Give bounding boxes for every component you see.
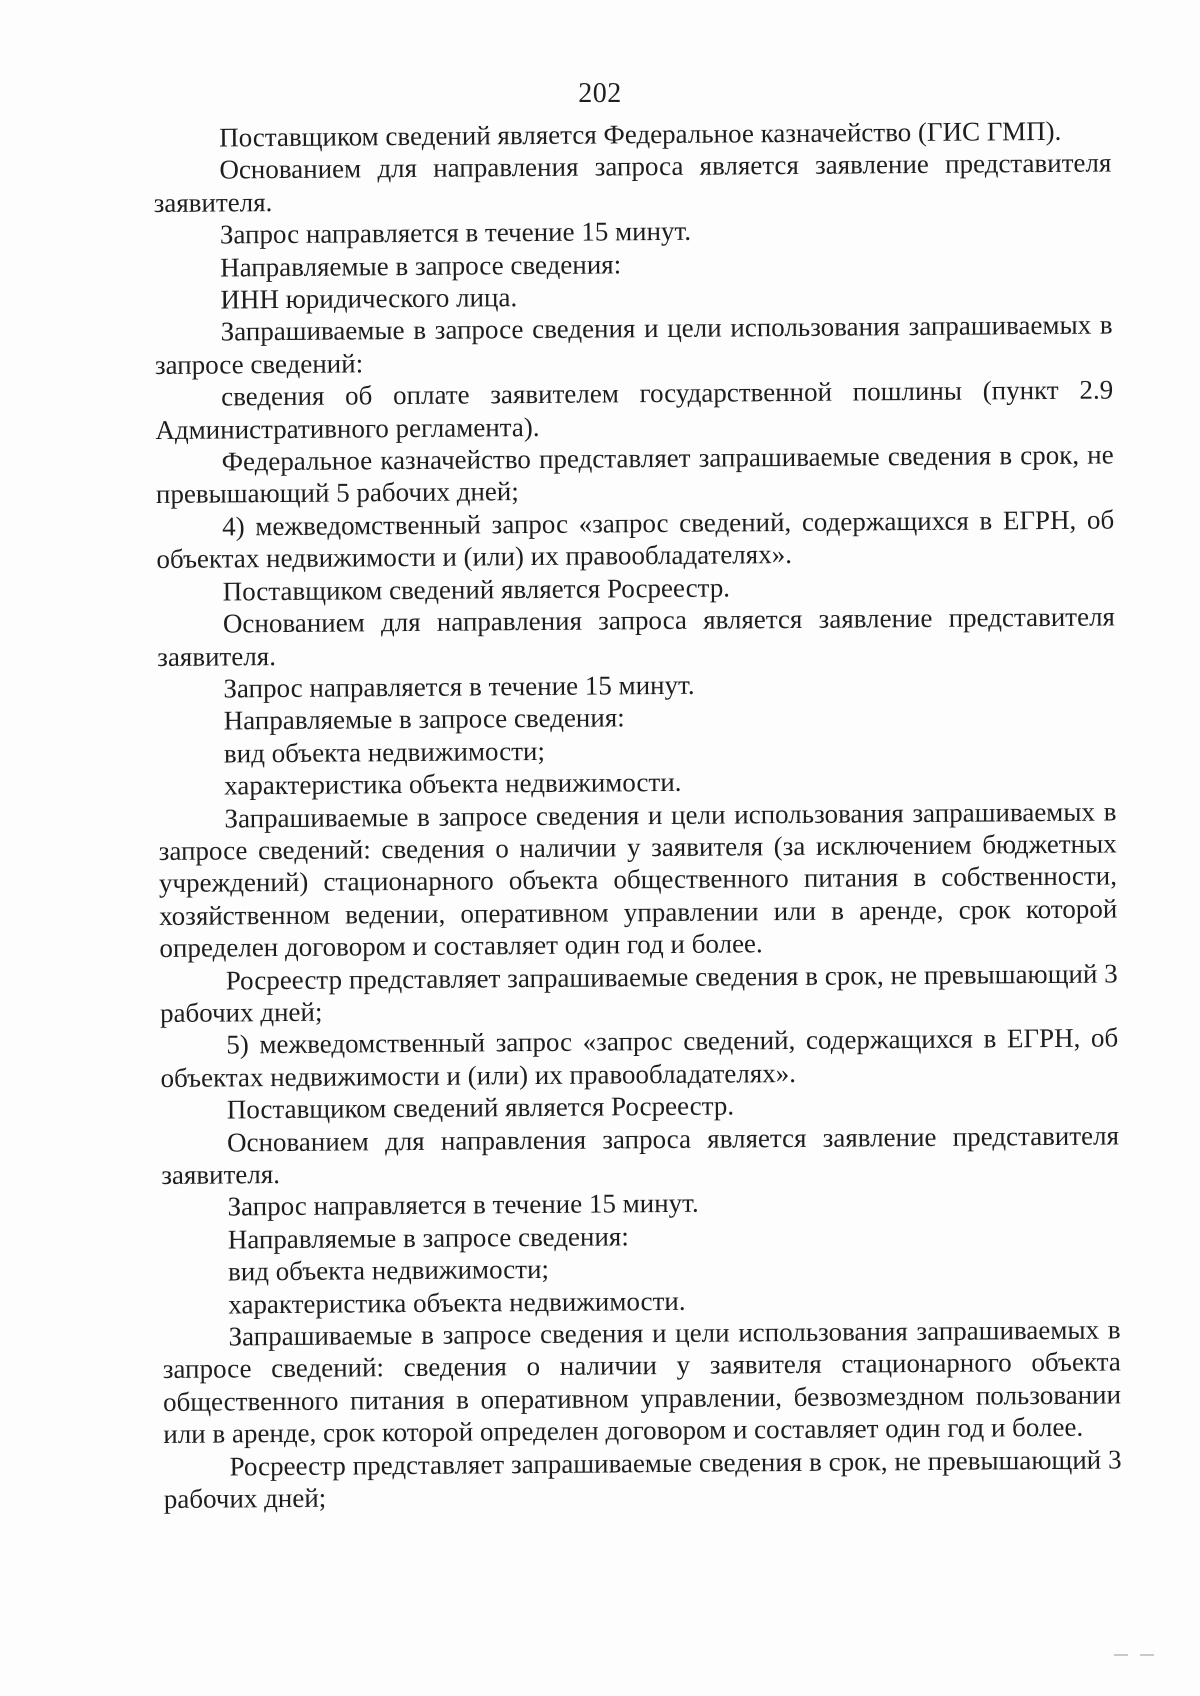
paragraph: Запрос направляется в течение 15 минут.	[227, 1188, 699, 1222]
paragraph: Росреестр представляет запрашиваемые сведения в срок, не превышающий 3 рабочих дней;	[163, 1444, 1122, 1515]
paragraph: Основанием для направления запроса является заявление представителя заявителя.	[157, 601, 1116, 672]
paragraph: Запрос направляется в течение 15 минут.	[219, 215, 692, 250]
scan-dash	[1114, 1654, 1128, 1656]
paragraph: характеристика объекта недвижимости.	[228, 1285, 686, 1320]
document-body	[153, 114, 1122, 1515]
paragraph: Запрашиваемые в запросе сведения и цели использования запрашиваемых в запросе сведений:	[154, 309, 1113, 380]
paragraph: Поставщиком сведений является Росреестр.	[226, 1090, 735, 1125]
paragraph: вид объекта недвижимости;	[227, 1254, 550, 1287]
paragraph: Росреестр представляет запрашиваемые сведения в срок, не превышающий 3 рабочих дней;	[159, 958, 1118, 1028]
paragraph: Запрашиваемые в запросе сведения и цели использования запрашиваемых в запросе сведений: сведения о наличии у заявителя стационарного объекта общественного питания в оперативном управлении, безвозмездном пользовании или в аренде, срок которой определен договором и составляет один год и более.	[162, 1314, 1122, 1450]
paragraph: Направляемые в запросе сведения:	[223, 702, 625, 736]
paragraph: Федеральное казначейство представляет запрашиваемые сведения в срок, не превышающий 5 рабочих дней;	[155, 439, 1114, 510]
paragraph: характеристика объекта недвижимости.	[224, 766, 682, 801]
paragraph: Направляемые в запросе сведения:	[220, 248, 622, 283]
scan-edge-mark	[1114, 1654, 1160, 1658]
paragraph: 5) межведомственный запрос «запрос сведений, содержащихся в ЕГРН, об объектах недвижимости и (или) их правообладателях».	[160, 1022, 1119, 1093]
paragraph: Поставщиком сведений является Росреестр.	[222, 572, 731, 607]
paragraph: ИНН юридического лица.	[220, 282, 518, 315]
paragraph: вид объекта недвижимости;	[223, 735, 546, 769]
scan-dash	[1140, 1654, 1154, 1656]
paragraph: Основанием для направления запроса является заявление представителя заявителя.	[153, 147, 1112, 218]
paragraph: Направляемые в запросе сведения:	[227, 1221, 629, 1255]
page-number: 202	[578, 78, 622, 109]
paragraph: Запрос направляется в течение 15 минут.	[223, 669, 695, 704]
paragraph: Поставщиком сведений является Федеральное казначейство (ГИС ГМП).	[219, 115, 1062, 153]
paragraph: 4) межведомственный запрос «запрос сведений, содержащихся в ЕГРН, об объектах недвижимости и (или) их правообладателях».	[156, 504, 1115, 575]
paragraph: Запрашиваемые в запросе сведения и цели использования запрашиваемых в запросе сведений: сведения о наличии у заявителя (за исключением бюджетных учреждений) стационарного объекта общественного питания в собственности, хозяйственном ведении, оперативном управлении или в аренде, срок которой определен договором и составляет один год и более.	[158, 795, 1118, 964]
paragraph: Основанием для направления запроса является заявление представителя заявителя.	[161, 1120, 1120, 1190]
paragraph: сведения об оплате заявителем государственной пошлины (пункт 2.9 Административного регламента).	[155, 374, 1114, 445]
